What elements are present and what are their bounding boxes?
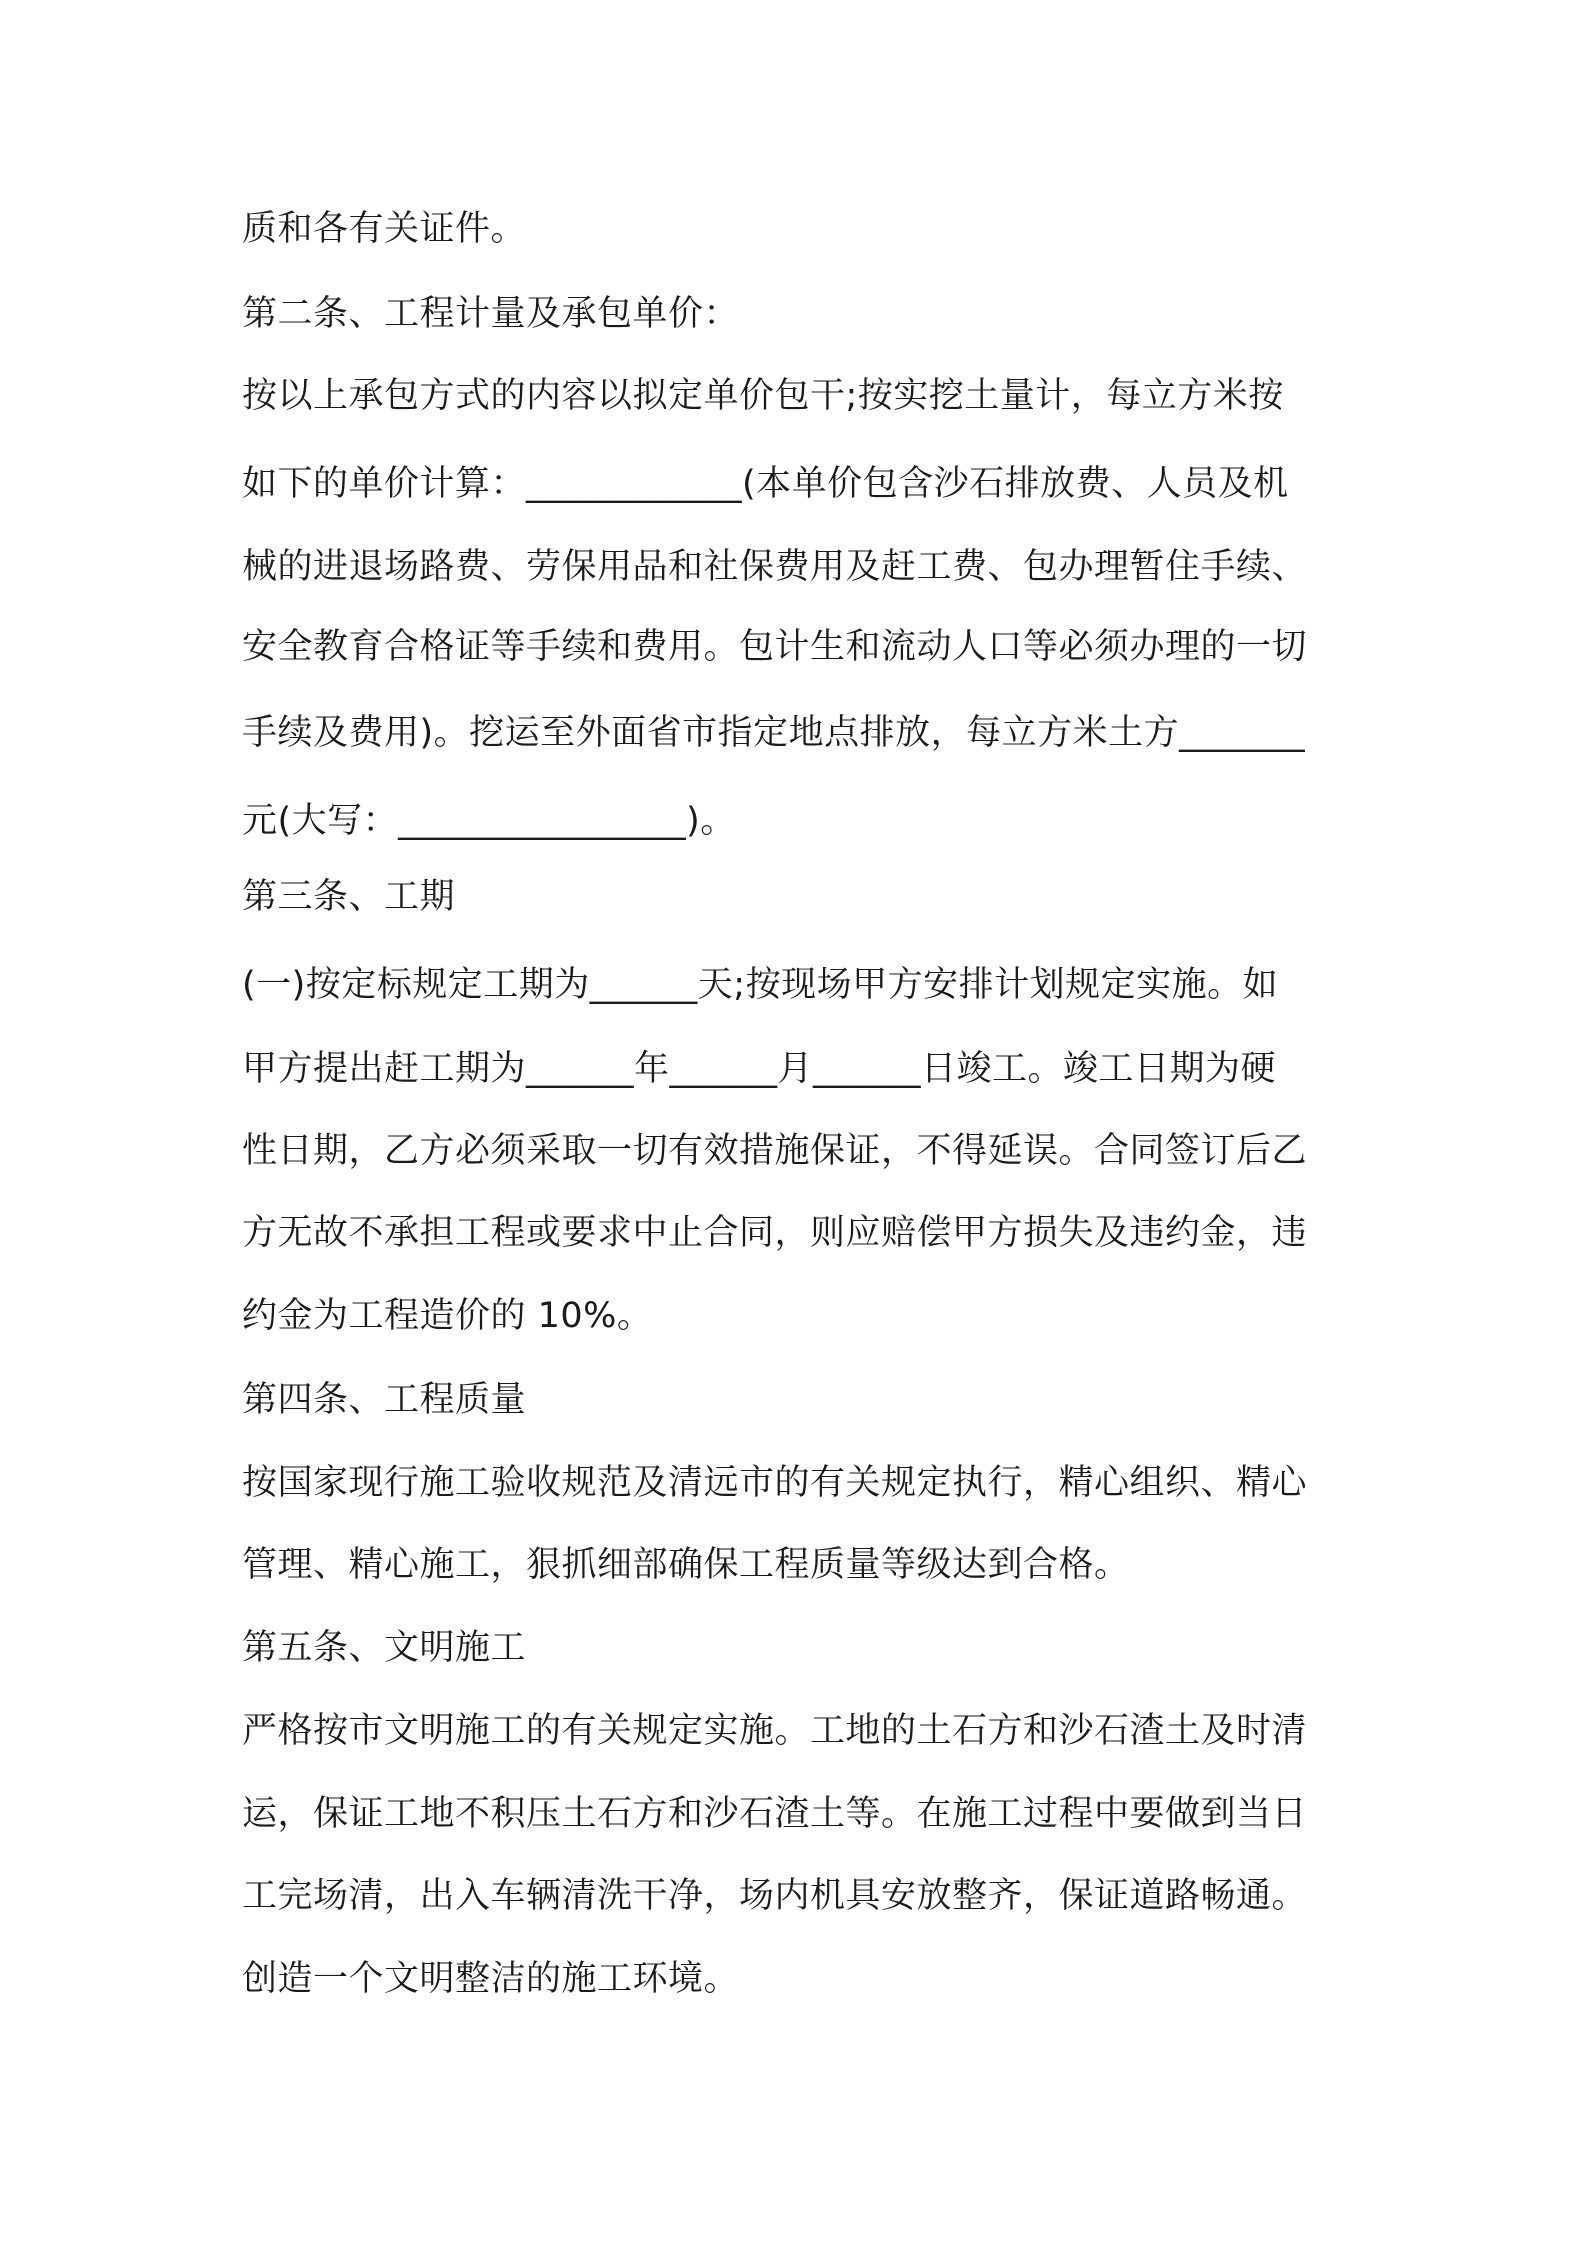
text-line: 如下的单价计算：____________(本单价包含沙石排放费、人员及机 bbox=[242, 464, 1289, 504]
text-line: 约金为工程造价的 10%。 bbox=[242, 1296, 653, 1336]
text-line: 管理、精心施工，狠抓细部确保工程质量等级达到合格。 bbox=[242, 1545, 1130, 1585]
text-line: 方无故不承担工程或要求中止合同，则应赔偿甲方损失及违约金，违 bbox=[242, 1213, 1308, 1253]
section-heading: 第五条、文明施工 bbox=[242, 1628, 527, 1668]
section-heading: 第三条、工期 bbox=[242, 877, 456, 917]
text-line: (一)按定标规定工期为______天;按现场甲方安排计划规定实施。如 bbox=[242, 965, 1279, 1005]
section-heading: 第四条、工程质量 bbox=[242, 1380, 527, 1420]
text-line: 按以上承包方式的内容以拟定单价包干;按实挖土量计，每立方米按 bbox=[242, 376, 1284, 416]
text-line: 性日期，乙方必须采取一切有效措施保证，不得延误。合同签订后乙 bbox=[242, 1131, 1308, 1171]
text-line: 元(大写：________________)。 bbox=[242, 801, 736, 841]
text-line: 运，保证工地不积压土石方和沙石渣土等。在施工过程中要做到当日 bbox=[242, 1794, 1308, 1834]
text-line: 手续及费用)。挖运至外面省市指定地点排放，每立方米土方_______ bbox=[242, 713, 1306, 753]
text-line: 甲方提出赶工期为______年______月______日竣工。竣工日期为硬 bbox=[242, 1049, 1277, 1089]
text-line: 安全教育合格证等手续和费用。包计生和流动人口等必须办理的一切 bbox=[242, 627, 1308, 667]
text-line: 按国家现行施工验收规范及清远市的有关规定执行，精心组织、精心 bbox=[242, 1463, 1308, 1503]
text-line: 械的进退场路费、劳保用品和社保费用及赶工费、包办理暂住手续、 bbox=[242, 547, 1308, 587]
text-line: 严格按市文明施工的有关规定实施。工地的土石方和沙石渣土及时清 bbox=[242, 1711, 1308, 1751]
text-line: 工完场清，出入车辆清洗干净，场内机具安放整齐，保证道路畅通。 bbox=[242, 1876, 1308, 1916]
text-line: 质和各有关证件。 bbox=[242, 209, 527, 249]
section-heading: 第二条、工程计量及承包单价： bbox=[242, 294, 740, 334]
text-line: 创造一个文明整洁的施工环境。 bbox=[242, 1959, 740, 1999]
